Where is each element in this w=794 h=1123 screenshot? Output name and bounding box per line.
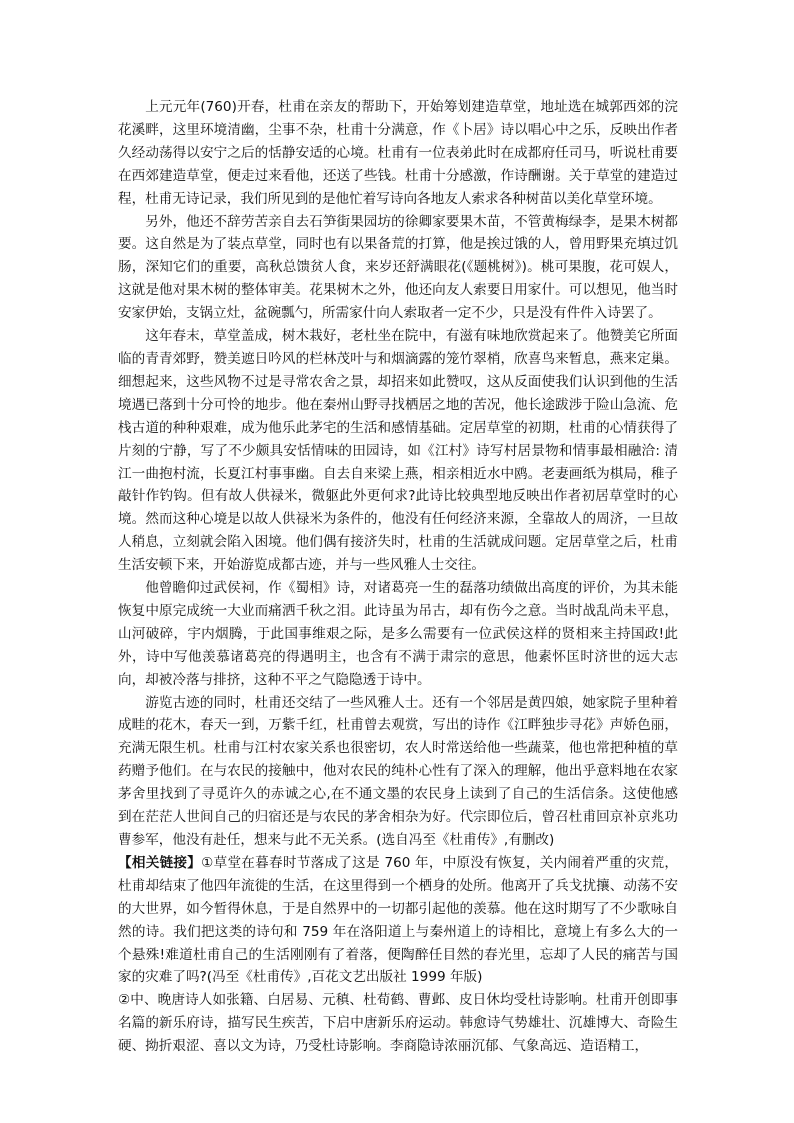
paragraph-5: 游览古迹的同时，杜甫还交结了一些风雅人士。还有一个邻居是黄四娘，她家院子里种着成畦的花木，春天一到，万紫千红，杜甫曾去观赏，写出的诗作《江畔独步寻花》声娇色丽，充满无限生机。杜甫与江村农家关系也很密切，农人时常送给他一些蔬菜，他也常把种植的草药赠予他们。在与农民的接触中，他对农民的纯朴心性有了深入的理解，他出乎意料地在农家茅舍里找到了寻觅许久的赤诚之心,在不通文墨的农民身上读到了自己的生活信条。这使他感到在茫茫人世间自己的归宿还是与农民的茅舍相杂为好。代宗即位后，曾召杜甫回京补京兆功曹参军，他没有赴任，想来与此不无关系。(选自冯至《杜甫传》,有删改) — [118, 694, 678, 848]
paragraph-1: 上元元年(760)开春，杜甫在亲友的帮助下，开始筹划建造草堂，地址选在城郭西郊的浣花溪畔，这里环境清幽，尘事不杂，杜甫十分满意，作《卜居》诗以唱心中之乐，反映出作者久经动荡得以安宁之后的恬静安适的心境。杜甫有一位表弟此时在成都府任司马，听说杜甫要在西郊建造草堂，便走过来看他，还送了些钱。杜甫十分感激，作诗酬谢。关于草堂的建造过程，杜甫无诗记录，我们所见到的是他忙着写诗向各地友人索求各种树苗以美化草堂环境。 — [118, 99, 678, 207]
paragraph-3: 这年春末，草堂盖成，树木栽好，老杜坐在院中，有滋有味地欣赏起来了。他赞美它所面临的青青郊野，赞美遮日吟风的栏林茂叶与和烟滴露的笼竹翠梢，欣喜鸟来暂息，燕来定巢。细想起来，这些风物不过是寻常农舍之景，却招来如此赞叹，这从反面使我们认识到他的生活境遇已落到十分可怜的地步。他在秦州山野寻找栖居之地的苦况，他长途跋涉于险山急流、危栈古道的种种艰难，成为他乐此茅宅的生活和感情基础。定居草堂的初期，杜甫的心情获得了片刻的宁静，写了不少颇具安恬情味的田园诗，如《江村》诗写村居景物和情事最相融洽: 清江一曲抱村流，长夏江村事事幽。自去自来梁上燕，相亲相近水中鸥。老妻画纸为棋局，稚子敲针作钓钩。但有故人供禄米，微躯此外更何求?此诗比较典型地反映出作者初居草堂时的心境。然而这种心境是以故人供禄米为条件的，他没有任何经济来源，全靠故人的周济，一旦故人稍息，立刻就会陷入困境。他们偶有接济失时，杜甫的生活就成问题。定居草堂之后，杜甫生活安顿下来，开始游览成都古迹，并与一些风雅人士交往。 — [118, 328, 678, 574]
related-link-1-text: ①草堂在暮春时节落成了这是 760 年，中原没有恢复，关内闹着严重的灾荒，杜甫却结束了他四年流徙的生活，在这里得到一个栖身的处所。他离开了兵戈扰攘、动荡不安的大世界，如今暂得休息，于是自然界中的一切都引起他的羡慕。他在这时期写了不少歌咏自然的诗。我们把这类的诗句和 759 年在洛阳道上与秦州道上的诗相比，意境上有多么大的一个悬殊!难道杜甫自己的生活刚刚有了着落，便陶醉任目然的春光里，忘却了人民的痛苦与国家的灾难了吗?(冯至《杜甫传》,百花文艺出版社 1999 年版) — [118, 854, 678, 986]
document-page — [118, 96, 678, 1058]
related-link-2: ②中、晚唐诗人如张籍、白居易、元稹、杜荀鹤、曹邺、皮日休均受杜诗影响。杜甫开创即事名篇的新乐府诗，描写民生疾苦，下启中唐新乐府运动。韩愈诗气势雄壮、沉雄博大、奇险生硬、拗折艰涩、喜以文为诗，乃受杜诗影响。李商隐诗浓丽沉郁、气象高远、造语精工， — [118, 992, 678, 1055]
paragraph-2: 另外，他还不辞劳苦亲自去石笋街果园坊的徐卿家要果木苗，不管黄梅绿李，是果木树都要。这自然是为了装点草堂，同时也有以果备荒的打算，他是挨过饿的人，曾用野果充填过饥肠，深知它们的重要，高秋总馈贫人食，来岁还舒满眼花(《题桃树》)。桃可果腹，花可娱人，这就是他对果木树的整体审美。花果树木之外，他还向友人索要日用家什。可以想见，他当时安家伊始，支锅立灶，盆碗瓢勺，所需家什向人索取者一定不少，只是没有件件入诗罢了。 — [118, 213, 678, 322]
related-link-heading: 【相关链接】 — [118, 854, 202, 871]
paragraph-4: 他曾瞻仰过武侯祠，作《蜀相》诗，对诸葛亮一生的磊落功绩做出高度的评价，为其未能恢复中原完成统一大业而痛洒千秋之泪。此诗虽为吊古，却有伤今之意。当时战乱尚未平息，山河破碎，宇内烟腾，于此国事维艰之际，是多么需要有一位武侯这样的贤相来主持国政!此外，诗中写他羡慕诸葛亮的得遇明主，也含有不满于肃宗的意思，他素怀匡时济世的远大志向，却被冷落与排挤，这种不平之气隐隐透于诗中。 — [118, 580, 678, 688]
related-link-1 — [118, 852, 678, 989]
